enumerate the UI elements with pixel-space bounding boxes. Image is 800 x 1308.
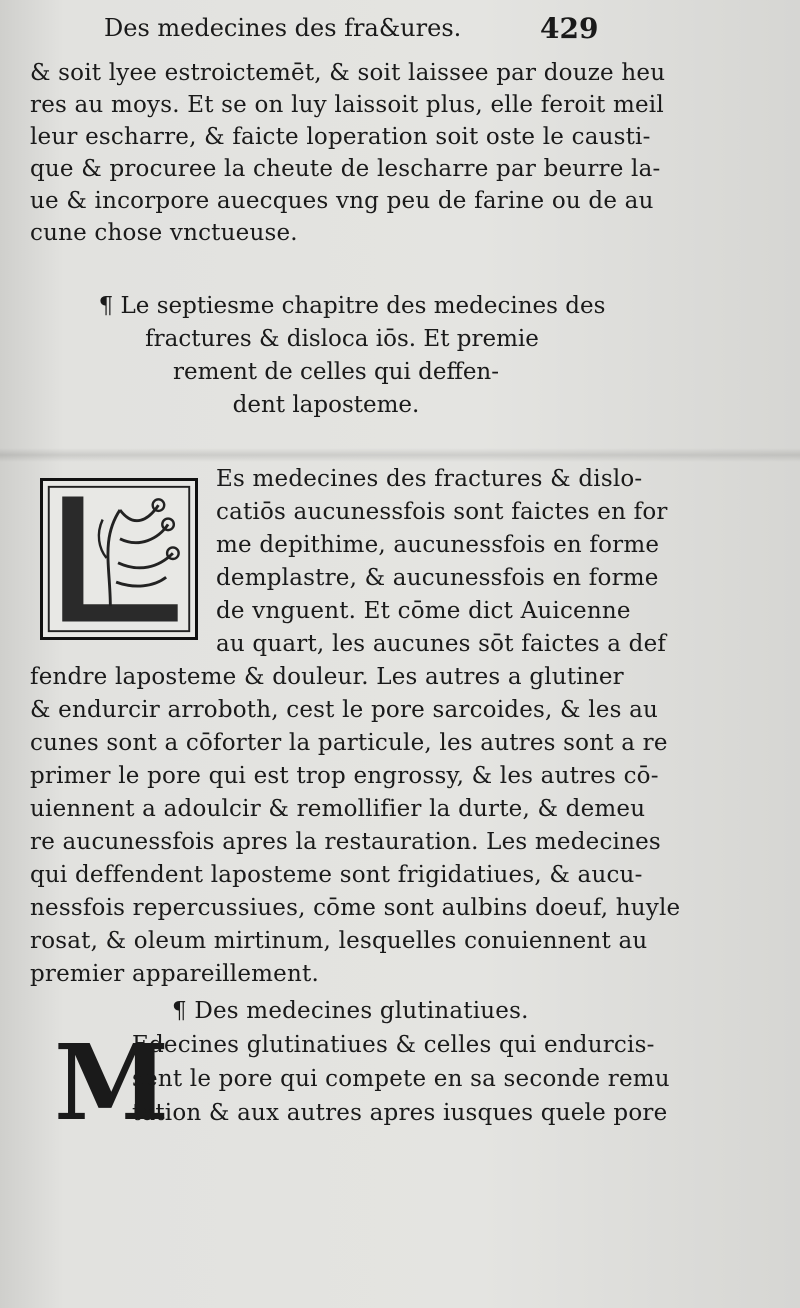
page-fold-crease xyxy=(0,448,800,462)
text-line: rosat, & oleum mirtinum, lesquelles conuiennent au xyxy=(30,928,648,954)
chapter-heading-line: rement de celles qui deffen- xyxy=(172,359,500,385)
text-line: qui deffendent laposteme sont frigidatiues, & aucu- xyxy=(30,862,643,888)
text-line: de vnguent. Et cōme dict Auicenne xyxy=(216,598,631,624)
text-line: uiennent a adoulcir & remollifier la durte, & demeu xyxy=(30,796,646,822)
text-line: sent le pore qui compete en sa seconde remu xyxy=(132,1066,670,1092)
text-line: tation & aux autres apres iusques quele pore xyxy=(132,1100,668,1126)
text-line: re aucunessfois apres la restauration. Les medecines xyxy=(30,829,661,855)
text-line: primer le pore qui est trop engrossy, & les autres cō- xyxy=(30,763,659,789)
section-subheading: ¶ Des medecines glutinatiues. xyxy=(172,998,529,1024)
text-line: au quart, les aucunes sōt faictes a def xyxy=(216,631,667,657)
text-line: res au moys. Et se on luy laissoit plus, elle feroit meil xyxy=(30,92,664,118)
text-line: fendre laposteme & douleur. Les autres a glutiner xyxy=(30,664,624,690)
folio-number: 429 xyxy=(540,12,599,45)
text-line: catiōs aucunessfois sont faictes en for xyxy=(216,499,668,525)
decorated-initial-l xyxy=(40,478,198,640)
text-line: cunes sont a cōforter la particule, les autres sont a re xyxy=(30,730,668,756)
text-line: que & procuree la cheute de lescharre par beurre la- xyxy=(30,156,661,182)
text-line: Es medecines des fractures & dislo- xyxy=(216,466,643,492)
text-line: & endurcir arroboth, cest le pore sarcoides, & les au xyxy=(30,697,659,723)
text-line: nessfois repercussiues, cōme sont aulbins doeuf, huyle xyxy=(30,895,681,921)
chapter-heading-line: ¶ Le septiesme chapitre des medecines des xyxy=(98,293,606,319)
running-title: Des medecines des fra&ures. xyxy=(104,14,462,42)
text-line: me depithime, aucunessfois en forme xyxy=(216,532,660,558)
floral-initial-icon xyxy=(43,481,195,637)
initial-letter-m: M xyxy=(54,1021,166,1144)
chapter-heading-line: fractures & disloca iōs. Et premie xyxy=(145,326,539,352)
text-line: demplastre, & aucunessfois en forme xyxy=(216,565,659,591)
text-line: cune chose vnctueuse. xyxy=(30,220,298,246)
text-line: premier appareillement. xyxy=(30,961,319,987)
text-line: & soit lyee estroictemēt, & soit laissee par douze heu xyxy=(30,60,666,86)
text-line: Edecines glutinatiues & celles qui endurcis- xyxy=(132,1032,655,1058)
text-line: leur escharre, & faicte loperation soit oste le causti- xyxy=(30,124,651,150)
chapter-heading-line: dent laposteme. xyxy=(232,392,420,418)
text-line: ue & incorpore auecques vng peu de farine ou de au xyxy=(30,188,654,214)
